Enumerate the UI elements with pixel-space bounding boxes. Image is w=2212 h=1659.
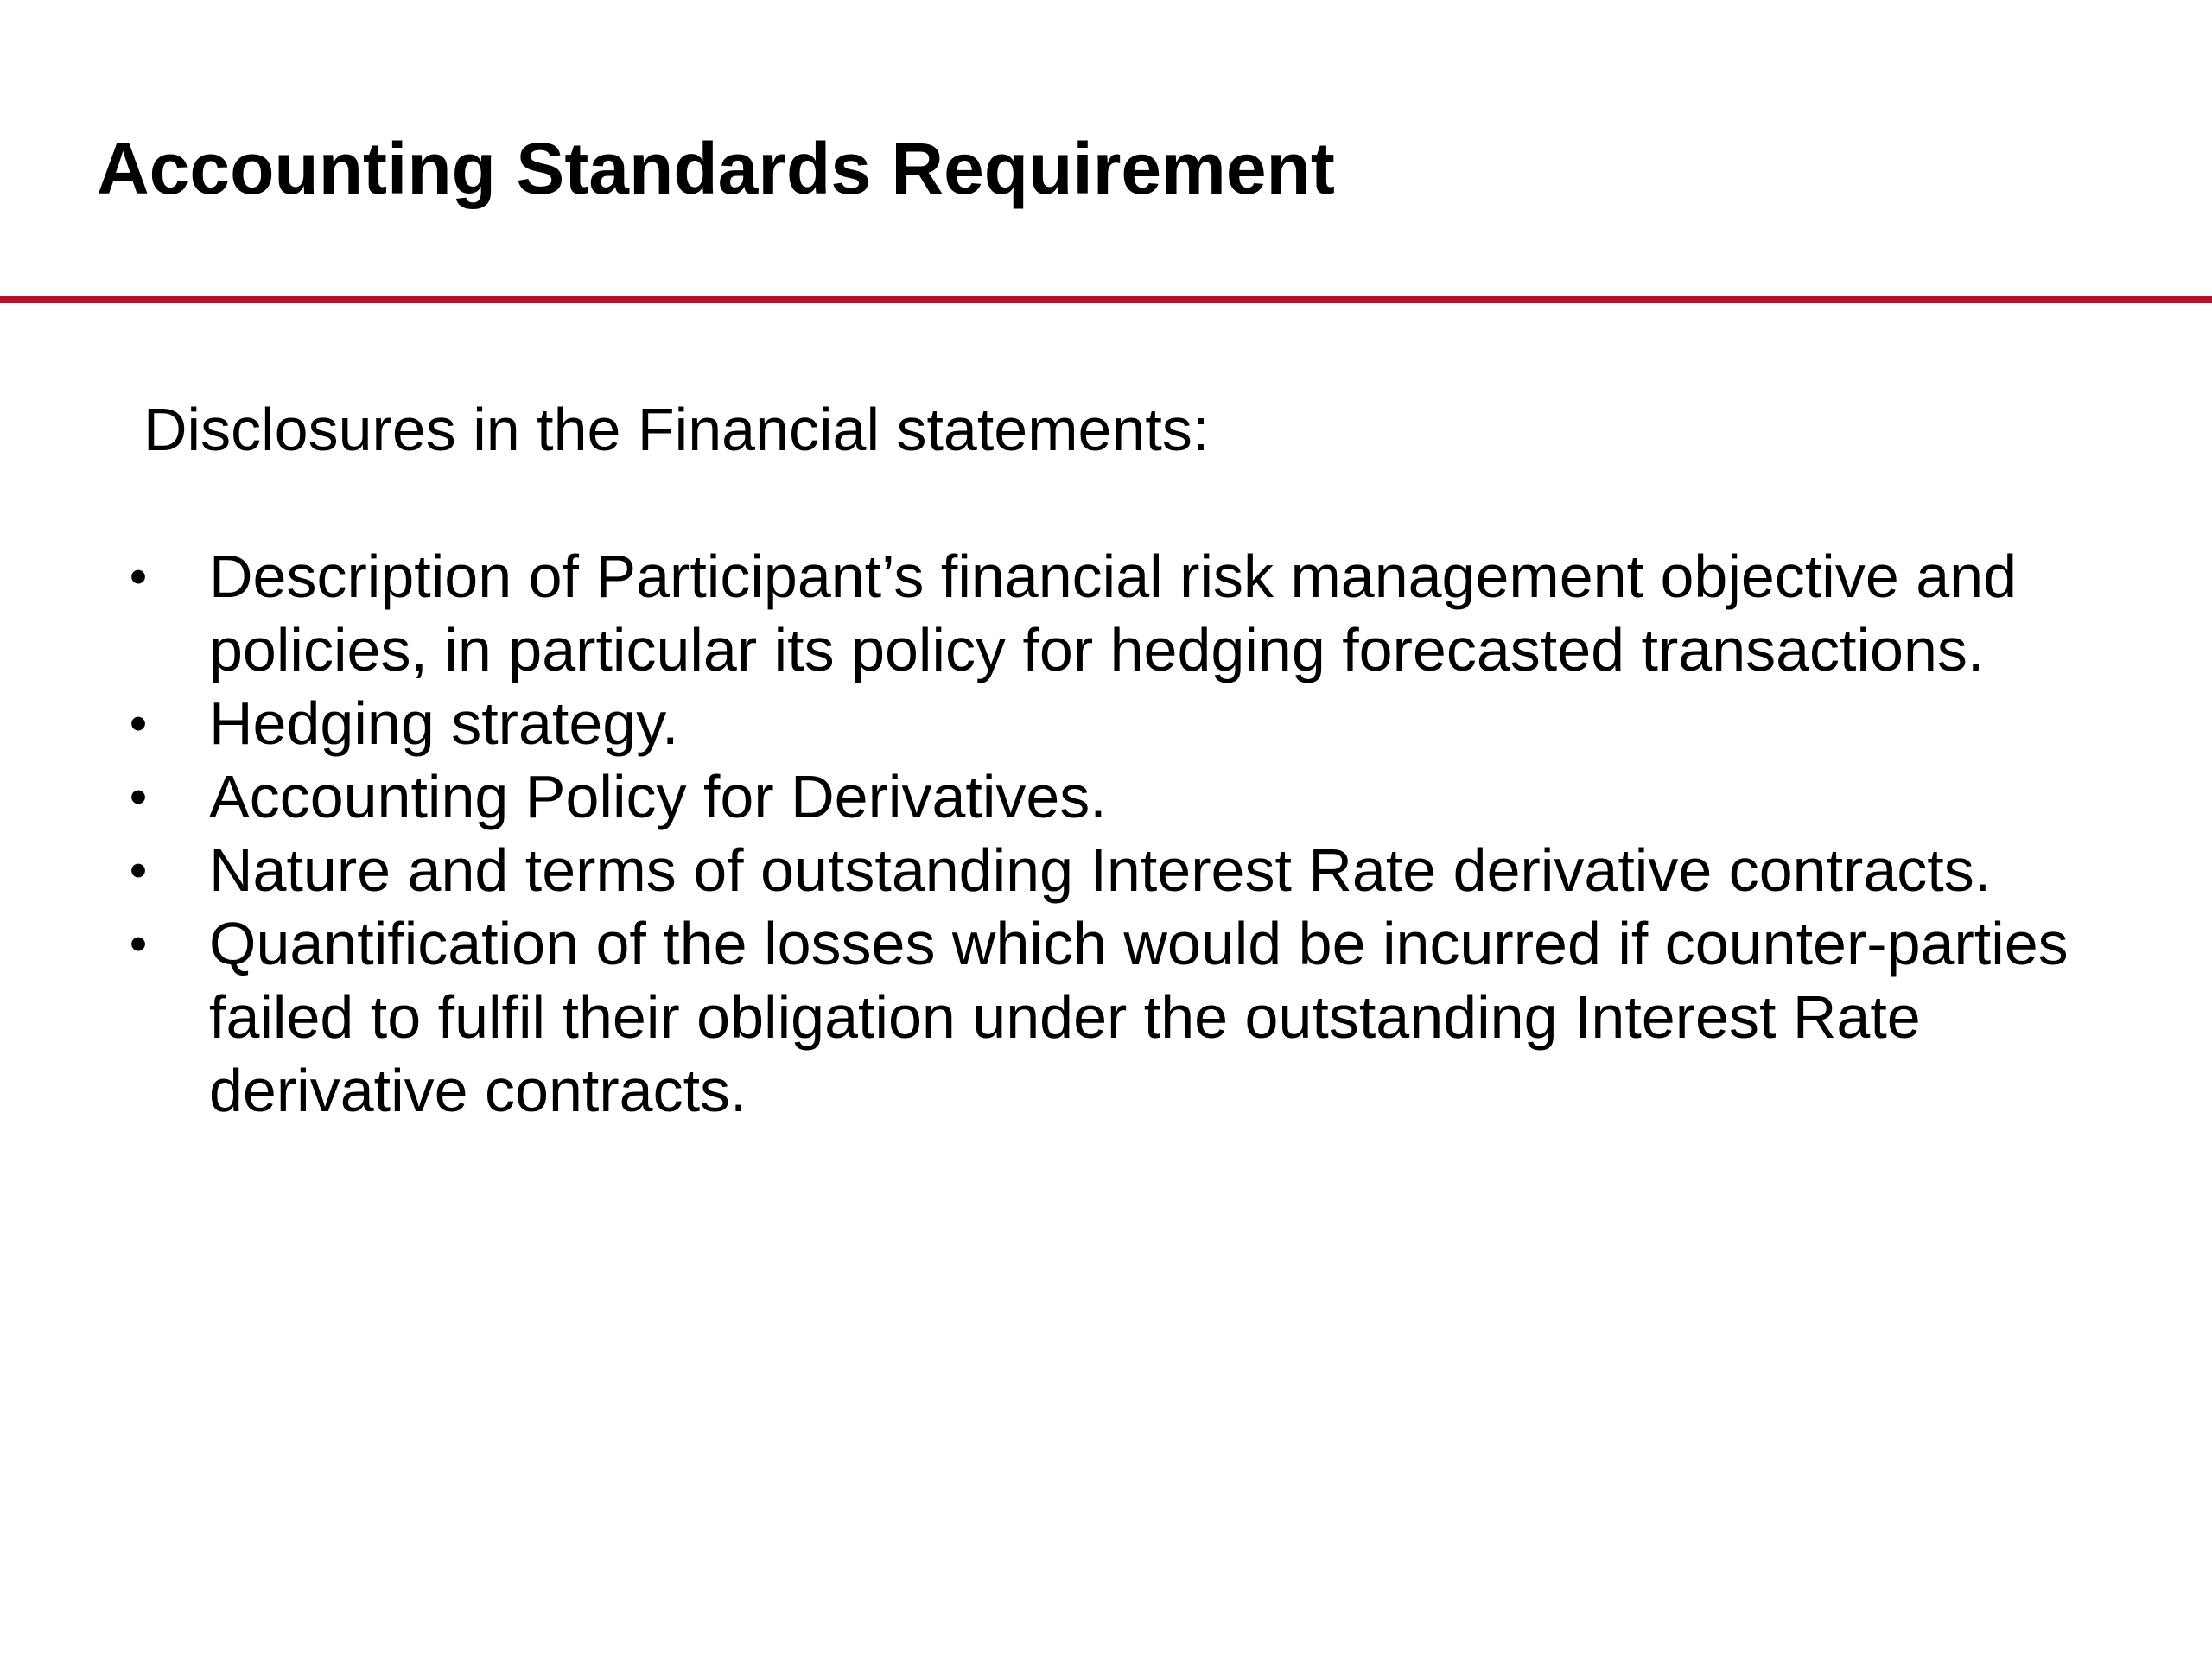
bullet-icon: • <box>129 549 148 605</box>
list-item <box>121 687 2134 760</box>
bullet-list <box>121 540 2134 1128</box>
intro-text: Disclosures in the Financial statements: <box>143 396 1210 463</box>
list-item <box>121 907 2134 1128</box>
bullet-icon: • <box>129 696 148 752</box>
list-item <box>121 834 2134 907</box>
list-item <box>121 540 2134 687</box>
bullet-icon: • <box>129 769 148 825</box>
list-item <box>121 760 2134 834</box>
bullet-text: Quantification of the losses which would be incurred if counter-parties failed to fulfil their obligation under the outstanding Interest Rate derivative contracts. <box>209 910 2069 1124</box>
bullet-text: Description of Participant’s financial risk management objective and policies, in particular its policy for hedging forecasted transactions. <box>209 543 2018 683</box>
title-divider <box>0 296 2212 303</box>
bullet-text: Nature and terms of outstanding Interest Rate derivative contracts. <box>209 836 1992 904</box>
slide-title: Accounting Standards Requirement <box>97 128 1335 209</box>
bullet-icon: • <box>129 842 148 899</box>
bullet-icon: • <box>129 916 148 972</box>
bullet-text: Hedging strategy. <box>209 690 679 757</box>
bullet-text: Accounting Policy for Derivatives. <box>209 763 1107 830</box>
